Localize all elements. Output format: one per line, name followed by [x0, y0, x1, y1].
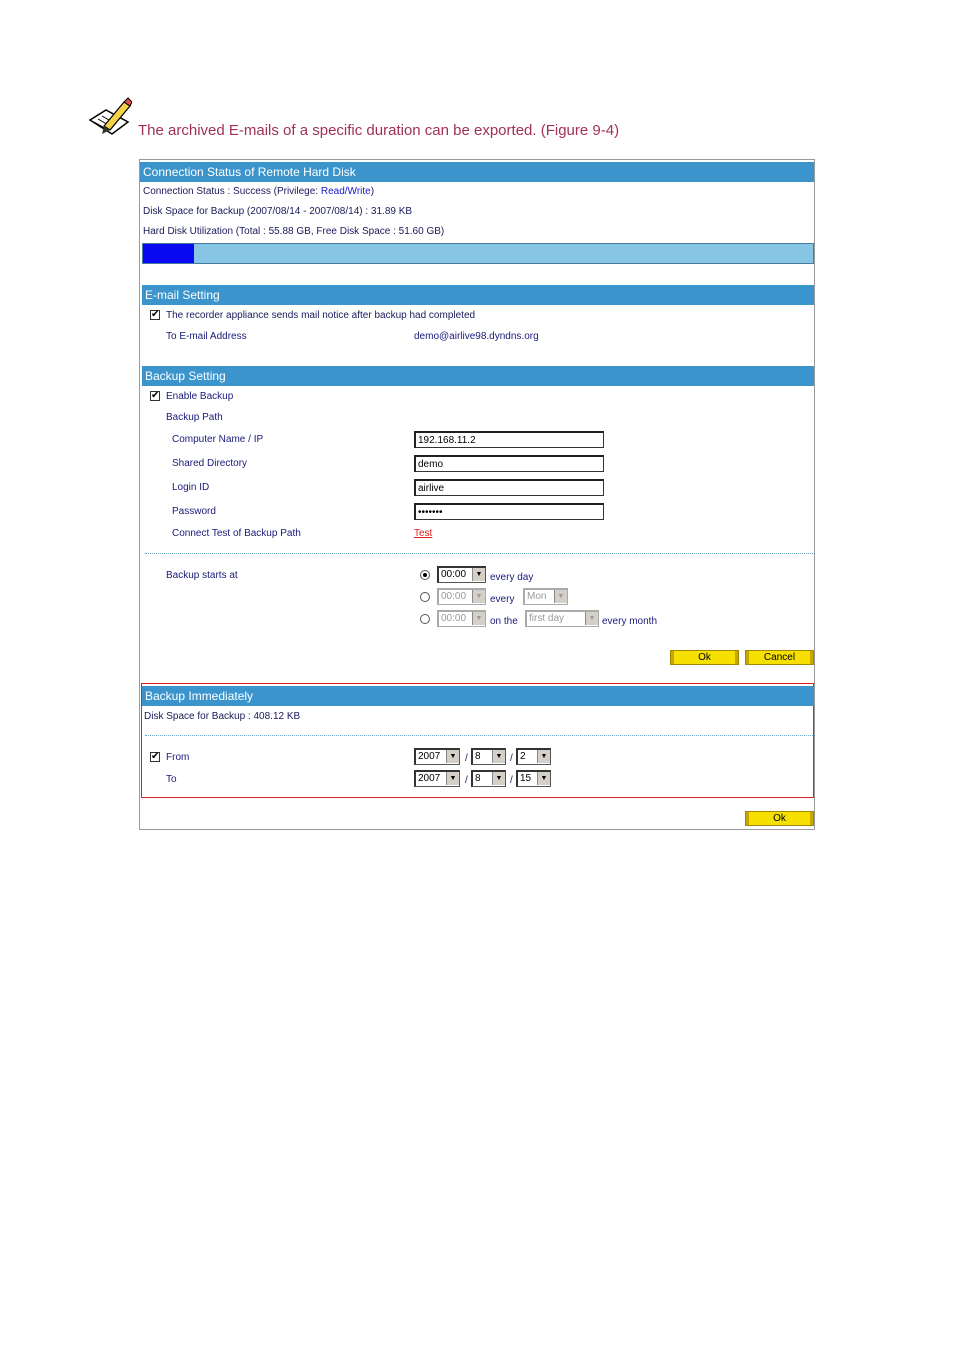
note-text: The archived E-mails of a specific duration can be exported. (Figure 9-4) — [138, 122, 620, 139]
chevron-down-icon: ▼ — [492, 772, 505, 785]
month-day-value: first day — [529, 613, 565, 624]
from-month-value: 8 — [475, 751, 481, 762]
connection-header: Connection Status of Remote Hard Disk — [140, 162, 814, 182]
from-month-select[interactable] — [471, 748, 506, 765]
date-separator: / — [465, 753, 468, 764]
enable-backup-label: Enable Backup — [166, 391, 234, 402]
from-year-select[interactable] — [414, 748, 460, 765]
to-email-label: To E-mail Address — [166, 331, 247, 342]
chevron-down-icon: ▼ — [537, 772, 550, 785]
chevron-down-icon: ▼ — [585, 612, 598, 625]
email-header: E-mail Setting — [142, 285, 814, 305]
divider — [145, 553, 813, 554]
from-checkbox[interactable]: ✔ — [151, 751, 160, 762]
connect-test-label: Connect Test of Backup Path — [172, 528, 301, 539]
connection-status — [143, 186, 374, 197]
to-email-value: demo@airlive98.dyndns.org — [414, 331, 539, 342]
schedule-weekly-radio[interactable] — [420, 592, 430, 602]
backup-panel — [139, 159, 815, 830]
from-year-value: 2007 — [418, 751, 441, 762]
immediate-ok-button[interactable]: Ok — [745, 811, 814, 826]
weekly-time-select[interactable] — [437, 588, 486, 605]
from-label: From — [166, 752, 190, 763]
chevron-down-icon: ▼ — [472, 590, 485, 603]
shared-directory-input[interactable] — [414, 455, 604, 472]
monthly-time-select[interactable] — [437, 610, 486, 627]
pencil-note-icon — [88, 96, 132, 138]
backup-path-label: Backup Path — [166, 412, 223, 423]
from-day-value: 2 — [520, 751, 526, 762]
to-month-value: 8 — [475, 773, 481, 784]
daily-time-select[interactable] — [437, 566, 486, 583]
monthly-time-value: 00:00 — [441, 613, 467, 624]
backup-header: Backup Setting — [142, 366, 814, 386]
computer-name-input[interactable] — [414, 431, 604, 448]
connection-privilege: Read/Write — [320, 186, 371, 197]
weekday-value: Mon — [527, 591, 547, 602]
chevron-down-icon: ▼ — [446, 772, 459, 785]
login-id-input[interactable] — [414, 479, 604, 496]
mail-notice-label: The recorder appliance sends mail notice after backup had completed — [166, 310, 476, 321]
computer-name-label: Computer Name / IP — [172, 434, 264, 445]
every-day-label: every day — [490, 572, 534, 583]
chevron-down-icon: ▼ — [537, 750, 550, 763]
daily-time-value: 00:00 — [441, 569, 467, 580]
schedule-monthly-radio[interactable] — [420, 614, 430, 624]
test-link[interactable]: Test — [414, 528, 433, 539]
connection-status-prefix: Connection Status : Success (Privilege: — [143, 186, 321, 197]
date-separator: / — [465, 775, 468, 786]
weekly-time-value: 00:00 — [441, 591, 467, 602]
immediate-header: Backup Immediately — [142, 686, 814, 706]
weekday-select[interactable] — [523, 588, 568, 605]
every-label: every — [490, 594, 515, 605]
on-the-label: on the — [490, 616, 518, 627]
chevron-down-icon: ▼ — [472, 568, 485, 581]
utilization-bar — [142, 243, 814, 264]
divider — [145, 735, 813, 736]
date-separator: / — [510, 753, 513, 764]
schedule-daily-radio[interactable] — [420, 570, 430, 580]
utilization-text: Hard Disk Utilization (Total : 55.88 GB, Free Disk Space : 51.60 GB) — [143, 226, 445, 237]
password-label: Password — [172, 506, 216, 517]
chevron-down-icon: ▼ — [472, 612, 485, 625]
to-day-value: 15 — [520, 773, 532, 784]
to-year-select[interactable] — [414, 770, 460, 787]
chevron-down-icon: ▼ — [446, 750, 459, 763]
month-day-select[interactable] — [525, 610, 599, 627]
utilization-bar-fill — [143, 244, 194, 263]
password-input[interactable] — [414, 503, 604, 520]
every-month-label: every month — [602, 616, 658, 627]
from-day-select[interactable] — [516, 748, 551, 765]
to-label: To — [166, 774, 177, 785]
backup-starts-label: Backup starts at — [166, 570, 238, 581]
mail-notice-checkbox[interactable]: ✔ — [151, 309, 160, 320]
backup-ok-button[interactable]: Ok — [670, 650, 739, 665]
to-year-value: 2007 — [418, 773, 441, 784]
enable-backup-checkbox[interactable]: ✔ — [151, 390, 160, 401]
shared-directory-label: Shared Directory — [172, 458, 248, 469]
to-day-select[interactable] — [516, 770, 551, 787]
to-month-select[interactable] — [471, 770, 506, 787]
date-separator: / — [510, 775, 513, 786]
disk-space-text: Disk Space for Backup (2007/08/14 - 2007/08/14) : 31.89 KB — [143, 206, 413, 217]
backup-cancel-button[interactable]: Cancel — [745, 650, 814, 665]
login-id-label: Login ID — [172, 482, 210, 493]
immediate-disk-space: Disk Space for Backup : 408.12 KB — [144, 711, 301, 722]
connection-status-suffix: ) — [370, 186, 375, 197]
chevron-down-icon: ▼ — [554, 590, 567, 603]
chevron-down-icon: ▼ — [492, 750, 505, 763]
